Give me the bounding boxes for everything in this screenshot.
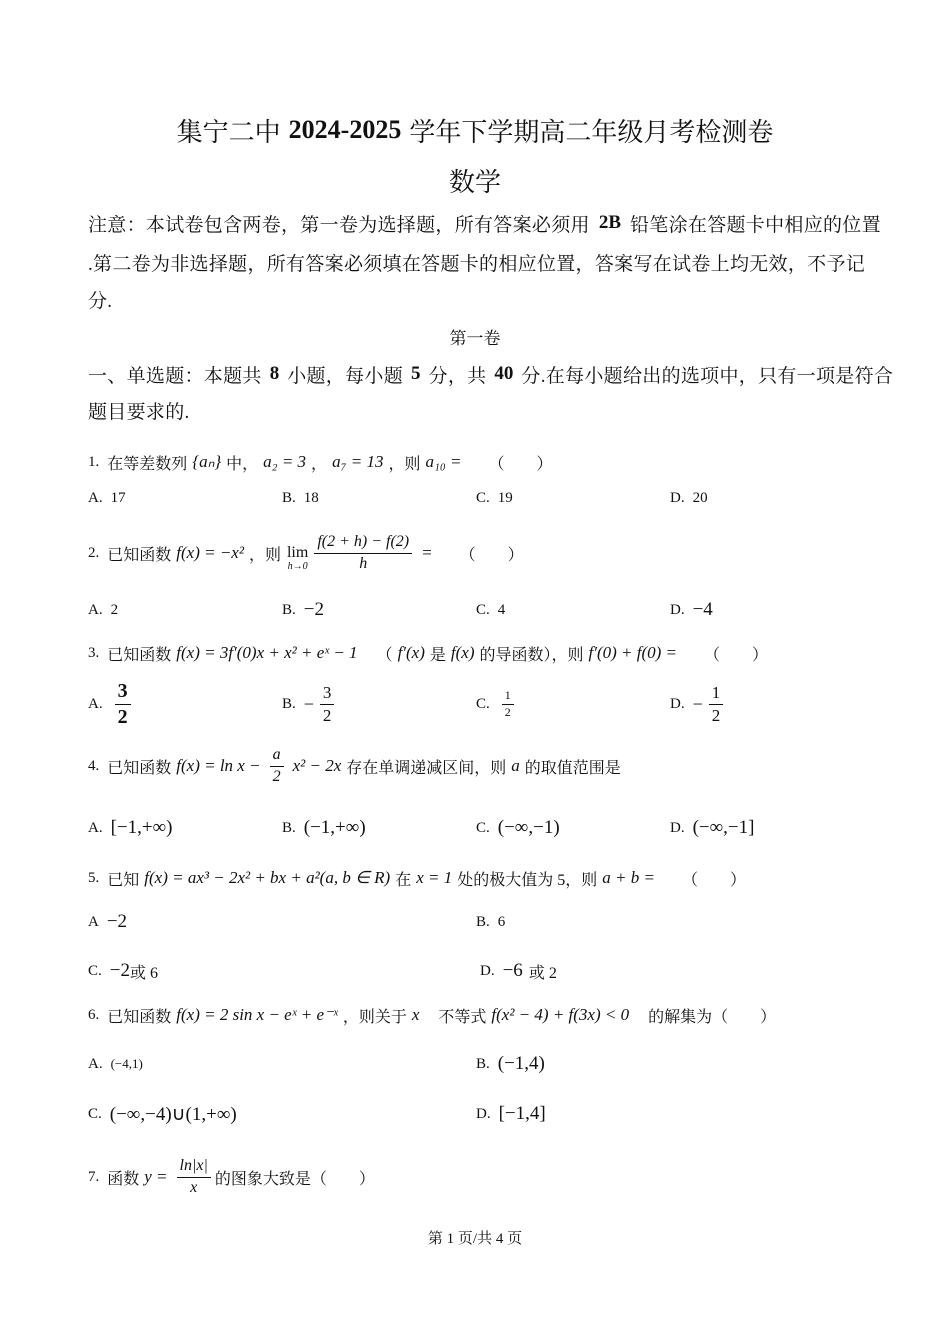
difference-quotient — [314, 533, 412, 573]
math-expression: a + b = — [602, 868, 655, 887]
option-d — [670, 590, 713, 630]
fraction-numerator: f(2 + h) − f(2) — [314, 533, 412, 553]
option-a — [88, 808, 172, 848]
answer-blank: （ ） — [459, 546, 524, 564]
question-text: 在等差数列 — [107, 455, 188, 473]
option-c — [476, 808, 560, 848]
notice-text: 注意：本试卷包含两卷，第一卷为选择题，所有答案必须用 — [88, 214, 590, 236]
math-expression: x² − 2x — [292, 756, 342, 775]
question-text: 处的极大值为 5，则 — [457, 871, 598, 889]
option-c — [476, 590, 505, 630]
fraction-denominator: x — [190, 1178, 198, 1196]
question-text: 是 — [429, 646, 446, 664]
subject-title: 数学 — [448, 167, 501, 197]
option-fraction — [709, 683, 724, 725]
answer-blank: （ ） — [704, 646, 769, 664]
option-value: −6 — [502, 960, 523, 981]
option-d — [670, 808, 754, 848]
fraction-denominator: 2 — [272, 767, 281, 785]
question-number: 1. — [88, 453, 100, 470]
question-text: ，则关于 — [342, 1008, 407, 1026]
coefficient-fraction — [270, 746, 284, 786]
question-text: ，则 — [248, 546, 281, 564]
question-6 — [88, 995, 776, 1035]
question-count: 8 — [269, 363, 280, 384]
math-expression: f(x) = ln x − — [176, 756, 261, 775]
question-text: 不等式 — [438, 1008, 487, 1026]
math-expression: f(x) = ax³ − 2x² + bx + a²(a, b ∈ R) — [144, 868, 391, 887]
option-label: D. — [670, 489, 685, 506]
question-text: ， — [311, 455, 328, 473]
math-expression: f(x) = −x² — [176, 543, 244, 562]
option-value: 6 — [497, 913, 506, 930]
option-b — [476, 902, 505, 942]
question-text: 中， — [226, 455, 259, 473]
title-exam: 学年下学期高二年级月考检测卷 — [409, 117, 774, 147]
fraction-numerator: 3 — [320, 683, 335, 705]
option-label: D. — [670, 819, 685, 836]
option-label: C. — [476, 601, 490, 618]
section-text: 分.在每小题给出的选项中，只有一项是符合 — [521, 365, 894, 387]
question-5 — [88, 858, 746, 898]
math-expression: f(x) = 2 sin x − eˣ + e⁻ˣ — [176, 1005, 338, 1024]
points-total: 40 — [494, 363, 514, 384]
option-label: C. — [88, 962, 102, 979]
fraction-numerator: 1 — [709, 683, 724, 705]
option-label: B. — [282, 489, 296, 506]
question-2-options — [0, 590, 950, 630]
option-value: (−1,+∞) — [303, 817, 366, 838]
math-expression: f(x) = 3f′(0)x + x² + eˣ − 1 — [176, 643, 358, 662]
question-text: 的取值范围是 — [524, 759, 621, 777]
option-value: −2 — [109, 960, 130, 981]
option-label: C. — [88, 1105, 102, 1122]
section-heading-line-2: 题目要求的. — [88, 401, 190, 423]
option-a — [88, 1044, 143, 1084]
math-expression: {aₙ} — [192, 452, 222, 471]
option-d — [480, 951, 557, 991]
question-text: （ — [376, 646, 393, 664]
option-c — [476, 679, 518, 729]
option-label: B. — [476, 913, 490, 930]
option-a — [88, 902, 127, 942]
option-b — [476, 1044, 545, 1084]
option-b — [282, 808, 366, 848]
question-5-options-row-2 — [0, 951, 950, 991]
option-value: (−∞,−1] — [692, 817, 755, 838]
minus-sign: − — [303, 693, 314, 714]
question-text: 存在单调递减区间，则 — [346, 759, 507, 777]
question-number: 2. — [88, 544, 100, 561]
option-b — [282, 478, 319, 518]
option-value: −4 — [692, 599, 713, 620]
question-2 — [88, 528, 524, 578]
question-1-options — [0, 478, 950, 518]
page-footer: 第 1 页/共 4 页 — [427, 1230, 523, 1247]
section-text: 一、单选题：本题共 — [88, 365, 262, 387]
option-label: D. — [480, 962, 495, 979]
exam-title — [0, 112, 950, 148]
title-school: 集宁二中 — [176, 117, 281, 147]
lim-text: lim — [286, 544, 309, 561]
option-value: 19 — [497, 489, 513, 506]
option-a — [88, 478, 126, 518]
question-text: 已知函数 — [107, 1008, 172, 1026]
section-text: 分，共 — [428, 365, 487, 387]
option-label: D. — [476, 1105, 491, 1122]
option-fraction — [115, 680, 131, 729]
option-c — [88, 951, 158, 991]
equals-sign: = — [421, 543, 433, 562]
section-text: 小题，每小题 — [287, 365, 404, 387]
fraction-numerator: a — [270, 746, 284, 766]
option-value: −2 — [303, 599, 324, 620]
option-label: B. — [282, 695, 296, 712]
math-expression: f′(0) + f(0) = — [588, 643, 678, 662]
math-expression: a₂ = 3 — [263, 452, 307, 471]
math-expression: x = 1 — [416, 868, 453, 887]
question-number: 7. — [88, 1168, 100, 1185]
math-expression: y = — [144, 1167, 168, 1186]
math-expression: f(x) — [450, 643, 475, 662]
option-d — [476, 1094, 546, 1134]
minus-sign: − — [692, 693, 703, 714]
option-suffix: 或 6 — [129, 964, 158, 982]
fraction-denominator: 2 — [117, 705, 128, 728]
fraction-denominator: 2 — [711, 705, 721, 725]
question-text: 已知函数 — [107, 546, 172, 564]
math-expression: f′(x) — [397, 643, 425, 662]
fraction-numerator: ln|x| — [177, 1157, 211, 1177]
option-label: D. — [670, 601, 685, 618]
question-3 — [88, 633, 768, 673]
question-text: 的图象大致是（ ） — [214, 1170, 375, 1188]
option-value: (−1,4) — [497, 1053, 545, 1074]
question-1 — [88, 442, 553, 482]
points-each: 5 — [411, 363, 421, 384]
notice-text: 铅笔涂在答题卡中相应的位置 — [630, 214, 881, 236]
option-value: 18 — [303, 489, 319, 506]
question-5-options-row-1 — [0, 902, 950, 942]
option-c — [88, 1094, 237, 1134]
option-label: C. — [476, 819, 490, 836]
option-b — [282, 590, 324, 630]
fraction-numerator: 3 — [115, 680, 131, 705]
option-a — [88, 590, 118, 630]
option-label: A. — [88, 489, 103, 506]
option-a — [88, 679, 135, 729]
fraction-denominator: 2 — [322, 705, 332, 725]
question-number: 3. — [88, 644, 100, 661]
option-label: C. — [476, 695, 490, 712]
question-text: 已知函数 — [107, 759, 172, 777]
option-fraction — [320, 683, 335, 725]
question-3-options — [0, 679, 950, 729]
math-expression: a₁₀ = — [425, 452, 462, 471]
question-6-options-row-1 — [0, 1044, 950, 1084]
option-value: −2 — [106, 911, 128, 932]
question-text: 已知函数 — [107, 646, 172, 664]
option-label: B. — [476, 1055, 490, 1072]
question-text: 的导函数），则 — [479, 646, 584, 664]
question-7 — [88, 1152, 375, 1202]
question-number: 6. — [88, 1006, 100, 1023]
option-b — [282, 679, 338, 729]
option-label: A. — [88, 695, 103, 712]
question-text: 函数 — [107, 1170, 140, 1188]
option-value: [−1,+∞) — [110, 817, 173, 838]
volume-heading: 第一卷 — [449, 328, 501, 348]
option-label: B. — [282, 819, 296, 836]
fraction-numerator: 1 — [502, 689, 514, 705]
option-label: B. — [282, 601, 296, 618]
option-value: 4 — [497, 601, 506, 618]
notice-pencil-grade: 2B — [598, 212, 621, 233]
option-fraction — [502, 689, 514, 720]
function-fraction — [177, 1157, 211, 1197]
notice-line-2: .第二卷为非选择题，所有答案必须填在答题卡的相应位置，答案写在试卷上均无效，不予记 — [88, 253, 866, 275]
option-label: A — [88, 913, 99, 930]
math-expression: a₇ = 13 — [332, 452, 384, 471]
answer-blank: （ ） — [488, 455, 553, 473]
option-value: 17 — [110, 489, 126, 506]
question-text: ，则 — [388, 455, 421, 473]
question-number: 4. — [88, 757, 100, 774]
option-c — [476, 478, 513, 518]
math-expression: x — [411, 1005, 420, 1024]
option-label: A. — [88, 1055, 103, 1072]
question-6-options-row-2 — [0, 1094, 950, 1134]
option-d — [670, 679, 727, 729]
question-text: 的解集为（ ） — [648, 1008, 777, 1026]
question-text: 在 — [395, 871, 412, 889]
fraction-denominator: h — [359, 554, 368, 572]
option-label: A. — [88, 819, 103, 836]
option-value: [−1,4] — [498, 1103, 546, 1124]
option-value: (−4,1) — [110, 1056, 143, 1071]
question-4-options — [0, 808, 950, 848]
fraction-denominator: 2 — [504, 704, 511, 719]
question-text: 已知 — [107, 871, 140, 889]
option-suffix: 或 2 — [528, 964, 557, 982]
lim-subscript: h→0 — [287, 561, 308, 572]
title-year: 2024-2025 — [288, 115, 402, 144]
option-value: 20 — [692, 489, 708, 506]
question-4 — [88, 741, 621, 791]
notice-line-3: 分. — [88, 290, 113, 312]
question-number: 5. — [88, 869, 100, 886]
option-d — [670, 478, 708, 518]
option-label: D. — [670, 695, 685, 712]
limit-operator — [286, 544, 309, 572]
option-value: (−∞,−1) — [497, 817, 560, 838]
option-value: (−∞,−4)∪(1,+∞) — [109, 1103, 237, 1125]
option-value: 2 — [110, 601, 119, 618]
answer-blank: （ ） — [681, 871, 746, 889]
notice-line-1 — [88, 206, 881, 240]
math-expression: a — [511, 756, 520, 775]
section-heading-line-1 — [88, 357, 893, 391]
option-label: A. — [88, 601, 103, 618]
option-label: C. — [476, 489, 490, 506]
math-expression: f(x² − 4) + f(3x) < 0 — [491, 1005, 630, 1024]
